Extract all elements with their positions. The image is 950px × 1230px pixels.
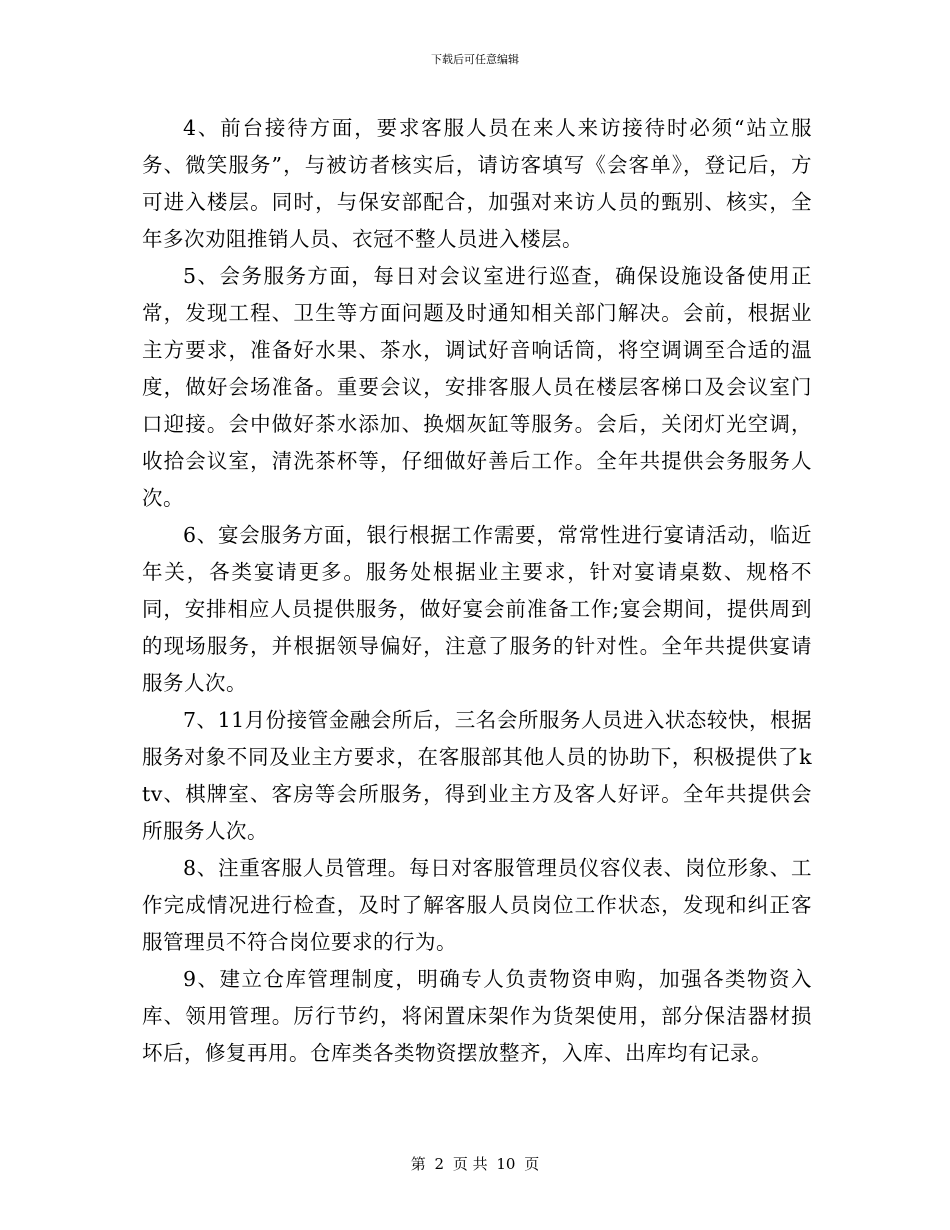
header-note: 下载后可任意编辑	[431, 53, 519, 66]
footer-middle: 页 共	[452, 1155, 488, 1173]
footer-suffix: 页	[524, 1155, 540, 1173]
document-body	[142, 110, 812, 1072]
page-footer	[0, 1154, 950, 1174]
paragraph-8: 8、注重客服人员管理。每日对客服管理员仪容仪表、岗位形象、工作完成情况进行检查，及时了解客服人员岗位工作状态，发现和纠正客服管理员不符合岗位要求的行为。	[142, 856, 812, 954]
footer-prefix: 第	[410, 1155, 426, 1173]
paragraph-6: 6、宴会服务方面，银行根据工作需要，常常性进行宴请活动，临近年关，各类宴请更多。服务处根据业主要求，针对宴请桌数、规格不同，安排相应人员提供服务，做好宴会前准备工作;宴会期间，提供周到的现场服务，并根据领导偏好，注意了服务的针对性。全年共提供宴请服务人次。	[142, 523, 812, 695]
paragraph-7: 7、11月份接管金融会所后，三名会所服务人员进入状态较快，根据服务对象不同及业主方要求，在客服部其他人员的协助下，积极提供了ktv、棋牌室、客房等会所服务，得到业主方及客人好评。全年共提供会所服务人次。	[142, 708, 812, 843]
paragraph-4: 4、前台接待方面，要求客服人员在来人来访接待时必须“站立服务、微笑服务”，与被访者核实后，请访客填写《会客单》，登记后，方可进入楼层。同时，与保安部配合，加强对来访人员的甄别、核实，全年多次劝阻推销人员、衣冠不整人员进入楼层。	[142, 116, 812, 251]
footer-total-pages: 10	[496, 1155, 516, 1173]
paragraph-9: 9、建立仓库管理制度，明确专人负责物资申购，加强各类物资入库、领用管理。厉行节约，将闲置床架作为货架使用，部分保洁器材损坏后，修复再用。仓库类各类物资摆放整齐，入库、出库均有记录。	[142, 967, 812, 1065]
footer-page-number: 2	[434, 1155, 445, 1173]
paragraph-5: 5、会务服务方面，每日对会议室进行巡查，确保设施设备使用正常，发现工程、卫生等方面问题及时通知相关部门解决。会前，根据业主方要求，准备好水果、茶水，调试好音响话筒，将空调调至合适的温度，做好会场准备。重要会议，安排客服人员在楼层客梯口及会议室门口迎接。会中做好茶水添加、换烟灰缸等服务。会后，关闭灯光空调，收拾会议室，清洗茶杯等，仔细做好善后工作。全年共提供会务服务人次。	[142, 264, 812, 510]
